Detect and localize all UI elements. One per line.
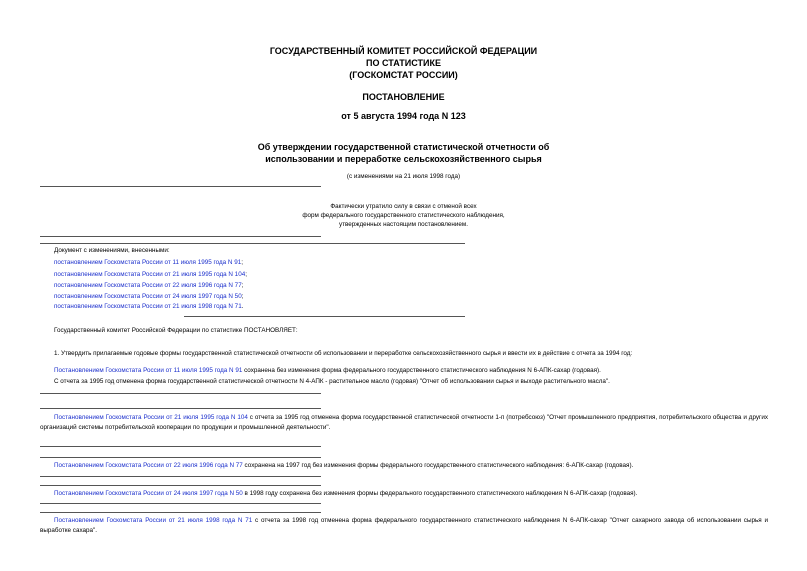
- divider: [184, 316, 465, 317]
- invalid-note-line3: утвержденных настоящим постановлением.: [338, 221, 468, 228]
- divider: [40, 243, 465, 244]
- divider: [40, 393, 321, 394]
- list-item: постановлением Госкомстата России от 24 июля 1997 года N 50;: [54, 293, 244, 300]
- divider: [40, 186, 321, 187]
- divider: [40, 512, 321, 513]
- note-1-line1: Постановлением Госкомстата России от 11 июля 1995 года N 91 сохранена без изменения форма федерального государственного статистического наблюдения N 6-АПК-сахар (годовая).: [54, 367, 601, 374]
- divider: [40, 503, 321, 504]
- amendment-link[interactable]: Постановлением Госкомстата России от 11 июля 1995 года N 91: [54, 367, 243, 374]
- doc-title-line2: использовании и переработке сельскохозяйственного сырья: [265, 154, 542, 164]
- amendment-link[interactable]: постановлением Госкомстата России от 24 июля 1997 года N 50: [54, 293, 242, 300]
- org-name-line1: ГОСУДАРСТВЕННЫЙ КОМИТЕТ РОССИЙСКОЙ ФЕДЕРАЦИИ: [269, 46, 538, 56]
- divider: [40, 476, 321, 477]
- list-item: постановлением Госкомстата России от 22 июля 1996 года N 77;: [54, 282, 244, 289]
- resolves-text: Государственный комитет Российской Федерации по статистике ПОСТАНОВЛЯЕТ:: [54, 327, 298, 334]
- amend-note: (с изменениями на 21 июля 1998 года): [346, 173, 461, 180]
- invalid-note-line1: Фактически утратило силу в связи с отменой всех: [330, 203, 477, 210]
- doc-title-line1: Об утверждении государственной статистической отчетности об: [257, 142, 550, 152]
- note-3: Постановлением Госкомстата России от 22 июля 1996 года N 77 сохранена на 1997 год без изменения формы федерального государственного статистического наблюдения: 6-АПК-сахар (годовая).: [54, 462, 634, 469]
- amendment-link[interactable]: Постановлением Госкомстата России от 21 июля 1995 года N 104: [54, 414, 248, 421]
- note-1-line2: С отчета за 1995 год отменена форма государственной статистической отчетности N 4-АПК - растительное масло (годовая) "Отчет об использовании сырья и выходе растительного масла".: [54, 378, 610, 385]
- divider: [40, 457, 321, 458]
- org-name-line2: ПО СТАТИСТИКЕ: [366, 58, 441, 68]
- divider: [40, 236, 321, 237]
- amendment-link[interactable]: постановлением Госкомстата России от 21 июля 1995 года N 104: [54, 271, 246, 278]
- list-item: постановлением Госкомстата России от 21 июля 1995 года N 104;: [54, 271, 247, 278]
- amendment-link[interactable]: Постановлением Госкомстата России от 22 июля 1996 года N 77: [54, 462, 243, 469]
- list-item: постановлением Госкомстата России от 21 июля 1998 года N 71.: [54, 303, 244, 310]
- note-4: Постановлением Госкомстата России от 24 июля 1997 года N 50 в 1998 году сохранена без изменения формы федерального государственного статистического наблюдения N 6-АПК-сахар (годовая).: [54, 490, 638, 497]
- divider: [40, 485, 321, 486]
- point-1: 1. Утвердить прилагаемые годовые формы государственной статистической отчетности об использовании и переработке сельскохозяйственного сырья и ввести их в действие с отчета за 1994 год:: [54, 350, 633, 357]
- note-5: Постановлением Госкомстата России от 21 июля 1998 года N 71 с отчета за 1998 год отменена форма федерального государственного статистического наблюдения N 6-АПК-сахар "Отчет сахарного завода об использовании сырья и выработке сахара".: [40, 517, 768, 534]
- note-2: Постановлением Госкомстата России от 21 июля 1995 года N 104 с отчета за 1995 год отменена форма государственной статистической отчетности 1-п (потребсоюз) "Отчет промышленного предприятия, потребительского общества и других организаций системы потребительской кооперации по продукции и промышленной деятельности".: [40, 414, 768, 431]
- doc-type: ПОСТАНОВЛЕНИЕ: [362, 92, 445, 102]
- list-item: постановлением Госкомстата России от 11 июля 1995 года N 91;: [54, 259, 243, 266]
- changes-intro: Документ с изменениями, внесенными:: [54, 247, 170, 254]
- divider: [40, 446, 321, 447]
- amendment-link[interactable]: Постановлением Госкомстата России от 21 июля 1998 года N 71: [54, 517, 253, 524]
- doc-date-number: от 5 августа 1994 года N 123: [341, 111, 466, 121]
- org-name-line3: (ГОСКОМСТАТ РОССИИ): [349, 70, 458, 80]
- amendment-link[interactable]: постановлением Госкомстата России от 22 июля 1996 года N 77: [54, 282, 242, 289]
- amendment-link[interactable]: постановлением Госкомстата России от 21 июля 1998 года N 71: [54, 303, 242, 310]
- amendment-link[interactable]: Постановлением Госкомстата России от 24 июля 1997 года N 50: [54, 490, 243, 497]
- amendment-link[interactable]: постановлением Госкомстата России от 11 июля 1995 года N 91: [54, 259, 242, 266]
- invalid-note-line2: форм федерального государственного статистического наблюдения,: [302, 212, 505, 219]
- divider: [40, 408, 321, 409]
